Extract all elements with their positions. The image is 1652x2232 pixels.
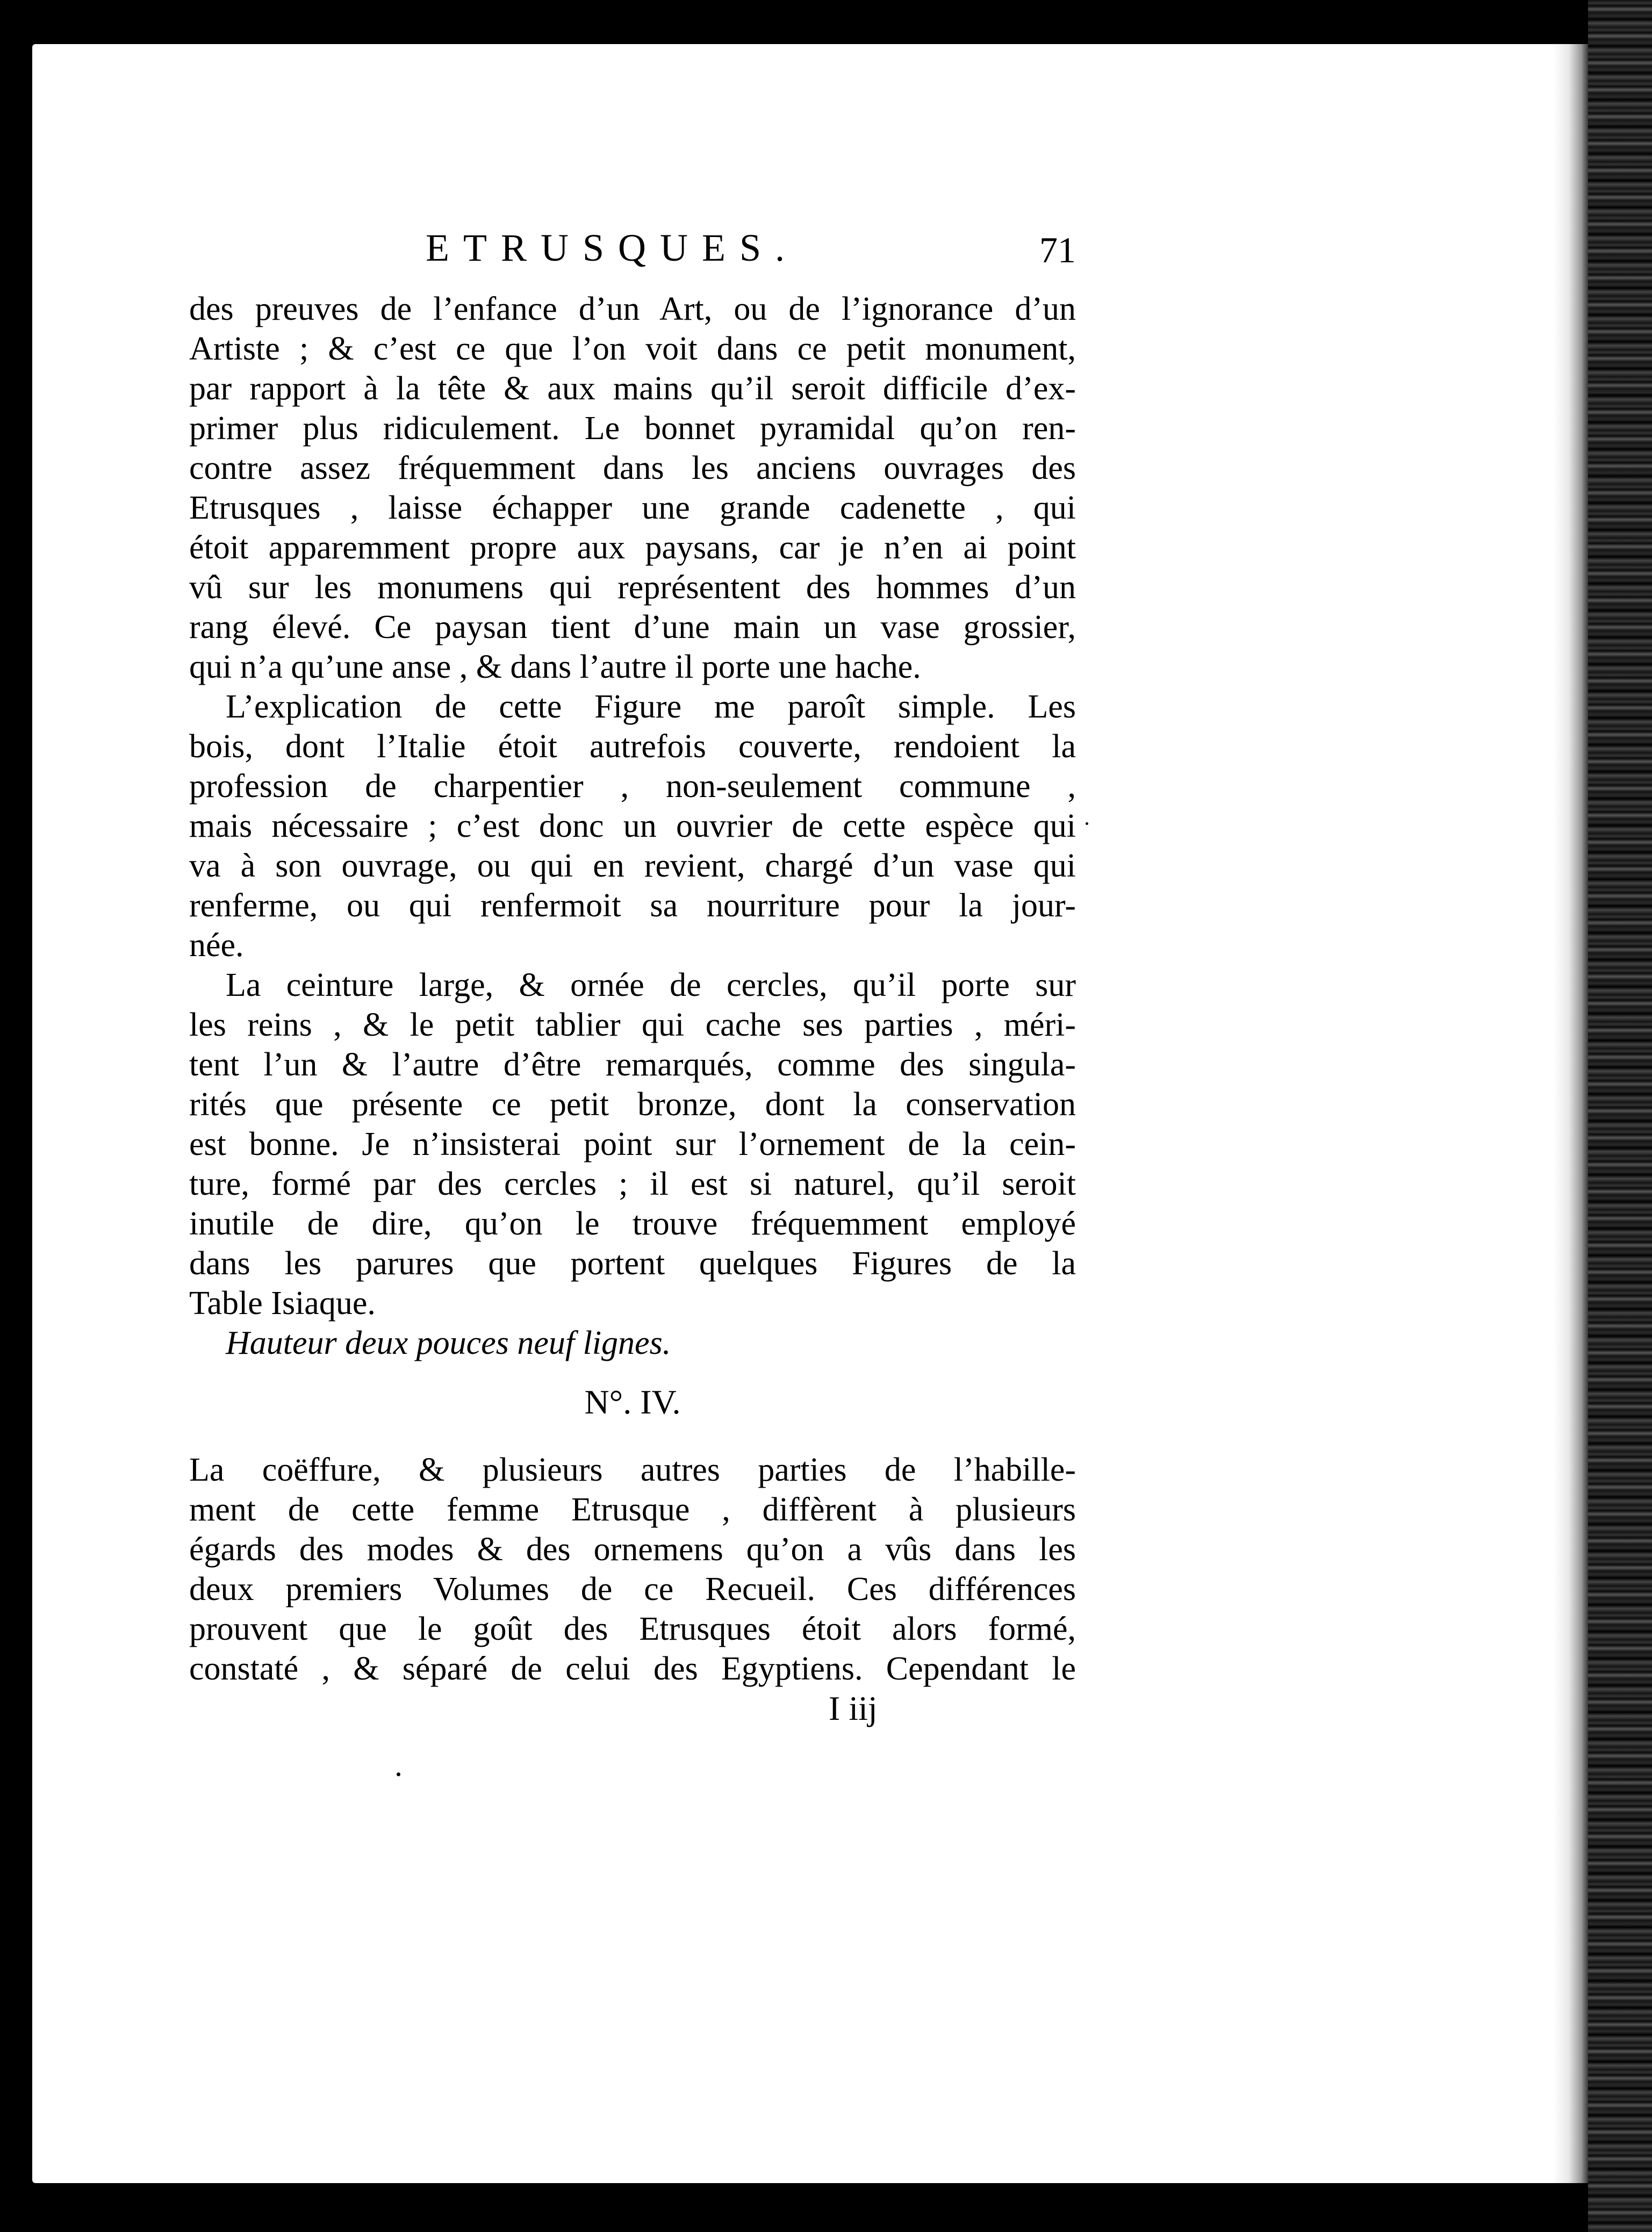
text-line: inutile de dire, qu’on le trouve fréquemment employé [189,1205,1076,1242]
text-line: tent l’un & l’autre d’être remarqués, comme des singula- [189,1046,1076,1083]
text-line: les reins , & le petit tablier qui cache ses parties , méri- [189,1007,1076,1043]
text-line: La coëffure, & plusieurs autres parties de l’habille- [189,1452,1076,1488]
text-line: profession de charpentier , non-seulement commune , [189,768,1076,805]
text-line: Table Isiaque. [189,1285,376,1322]
text-line: étoit apparemment propre aux paysans, car je n’en ai point [189,529,1076,566]
text-line: renferme, ou qui renfermoit sa nourriture pour la jour- [189,887,1076,924]
text-line: ment de cette femme Etrusque , diffèrent à plusieurs [189,1491,1076,1528]
scan-edge [1588,0,1652,2232]
text-line: bois, dont l’Italie étoit autrefois couverte, rendoient la [189,728,1076,765]
text-line: dans les parures que portent quelques Figures de la [189,1245,1076,1282]
height-note: Hauteur deux pouces neuf lignes. [226,1325,671,1361]
text-line: qui n’a qu’une anse , & dans l’autre il porte une hache. [189,649,921,685]
text-line: ture, formé par des cercles ; il est si naturel, qu’il seroit [189,1166,1076,1202]
text-line: deux premiers Volumes de ce Recueil. Ces différences [189,1571,1076,1607]
text-line: Artiste ; & c’est ce que l’on voit dans ce petit monument, [189,331,1076,367]
text-line: née. [189,927,244,964]
text-line: égards des modes & des ornemens qu’on a vûs dans les [189,1531,1076,1568]
text-line: primer plus ridiculement. Le bonnet pyramidal qu’on ren- [189,410,1076,447]
ink-speck [1086,822,1088,825]
text-line: mais nécessaire ; c’est donc un ouvrier de cette espèce qui [189,808,1076,844]
text-line: des preuves de l’enfance d’un Art, ou de l’ignorance d’un [189,291,1076,327]
text-line: prouvent que le goût des Etrusques étoit alors formé, [189,1611,1076,1647]
text-line: vû sur les monumens qui représentent des hommes d’un [189,569,1076,606]
text-line: La ceinture large, & ornée de cercles, qu’il porte sur [226,967,1076,1003]
running-title: ETRUSQUES. [426,226,799,269]
text-line: est bonne. Je n’insisterai point sur l’ornement de la cein- [189,1126,1076,1162]
text-line: va à son ouvrage, ou qui en revient, chargé d’un vase qui [189,848,1076,884]
running-head [189,226,1076,279]
page-number: 71 [1039,229,1076,270]
text-line: contre assez fréquemment dans les anciens ouvrages des [189,450,1076,486]
section-heading: N°. IV. [584,1383,681,1421]
page-gutter-shadow [1553,44,1588,2183]
text-line: Etrusques , laisse échapper une grande cadenette , qui [189,490,1076,526]
text-line: L’explication de cette Figure me paroît simple. Les [226,688,1076,725]
text-line: rang élevé. Ce paysan tient d’une main un vase grossier, [189,609,1076,645]
text-line: par rapport à la tête & aux mains qu’il seroit difficile d’ex- [189,370,1076,407]
text-line: constaté , & séparé de celui des Egyptiens. Cependant le [189,1650,1076,1687]
ink-speck [397,1772,400,1776]
text-line: rités que présente ce petit bronze, dont la conservation [189,1086,1076,1123]
signature-mark: I iij [829,1689,878,1727]
